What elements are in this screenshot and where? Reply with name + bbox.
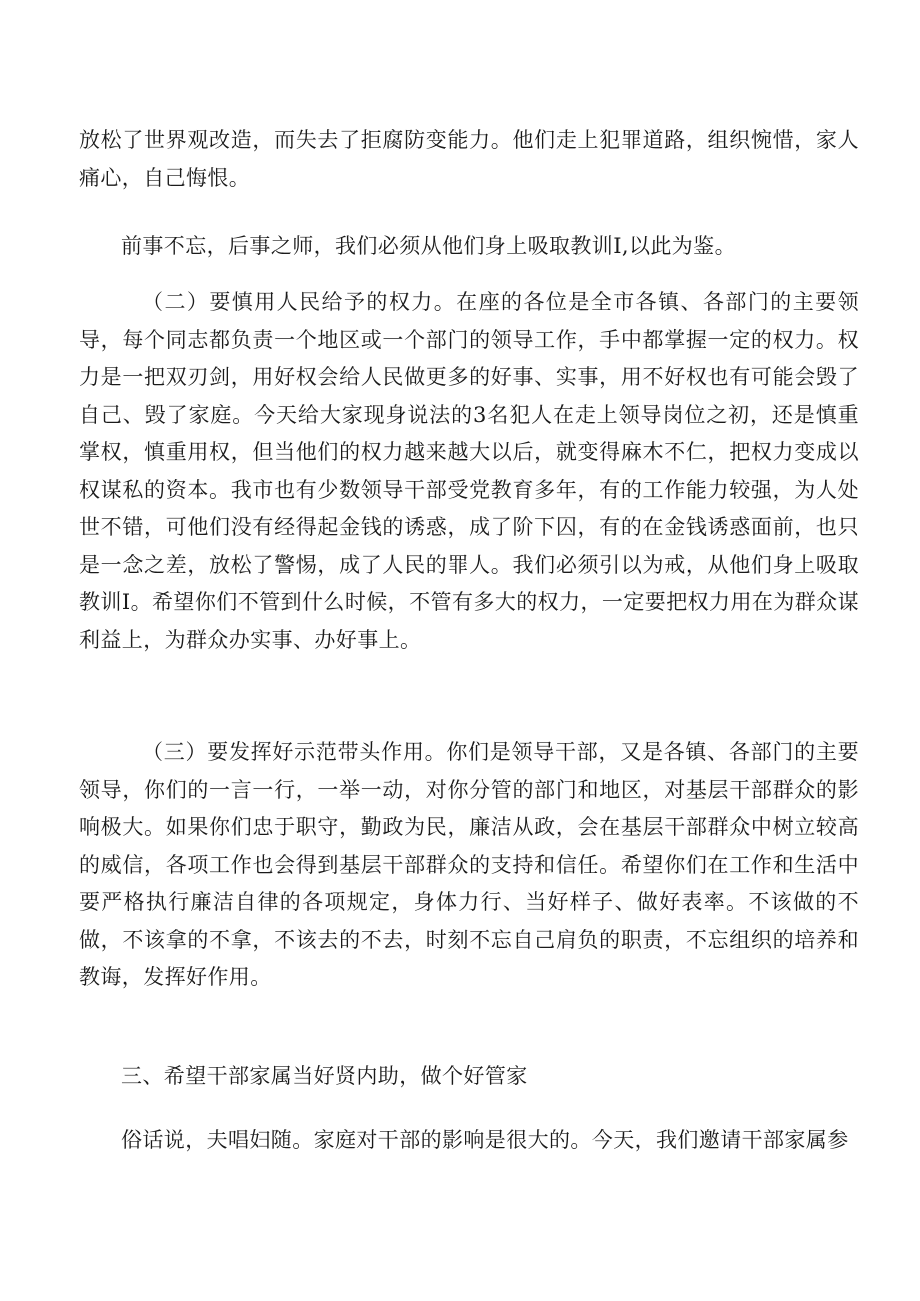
paragraph-continuation: 放松了世界观改造，而失去了拒腐防变能力。他们走上犯罪道路，组织惋惜，家人痛心，自己悔恨。 xyxy=(79,128,859,190)
paragraph-section-two: （二）要慎用人民给予的权力。在座的各位是全市各镇、各部门的主要领导，每个同志都负责一个地区或一个部门的领导工作，手中都掌握一定的权力。权力是一把双刃剑，用好权会给人民做更多的好事、实事，用不好权也有可能会毁了自己、毁了家庭。今天给大家现身说法的3名犯人在走上领导岗位之初，还是慎重掌权，慎重用权，但当他们的权力越来越大以后，就变得麻木不仁，把权力变成以权谋私的资本。我市也有少数领导干部受党教育多年，有的工作能力较强，为人处世不错，可他们没有经得起金钱的诱惑，成了阶下囚，有的在金钱诱惑面前，也只是一念之差，放松了警惕，成了人民的罪人。我们必须引以为戒，从他们身上吸取教训I。希望你们不管到什么时候，不管有多大的权力，一定要把权力用在为群众谋利益上，为群众办实事、办好事上。 xyxy=(79,290,859,652)
paragraph-lesson: 前事不忘，后事之师，我们必须从他们身上吸取教训I,以此为鉴。 xyxy=(121,234,736,258)
paragraph-section-three: （三）要发挥好示范带头作用。你们是领导干部，又是各镇、各部门的主要领导，你们的一言一行，一举一动，对你分管的部门和地区，对基层干部群众的影响极大。如果你们忠于职守，勤政为民，廉洁从政，会在基层干部群众中树立较高的威信，各项工作也会得到基层干部群众的支持和信任。希望你们在工作和生活中要严格执行廉洁自律的各项规定，身体力行、当好样子、做好表率。不该做的不做，不该拿的不拿，不该去的不去，时刻不忘自己肩负的职责，不忘组织的培养和教诲，发挥好作用。 xyxy=(79,740,859,989)
section-heading: 三、希望干部家属当好贤内助，做个好管家 xyxy=(121,1064,528,1088)
paragraph-family: 俗话说，夫唱妇随。家庭对干部的影响是很大的。今天，我们邀请干部家属参 xyxy=(121,1128,849,1152)
